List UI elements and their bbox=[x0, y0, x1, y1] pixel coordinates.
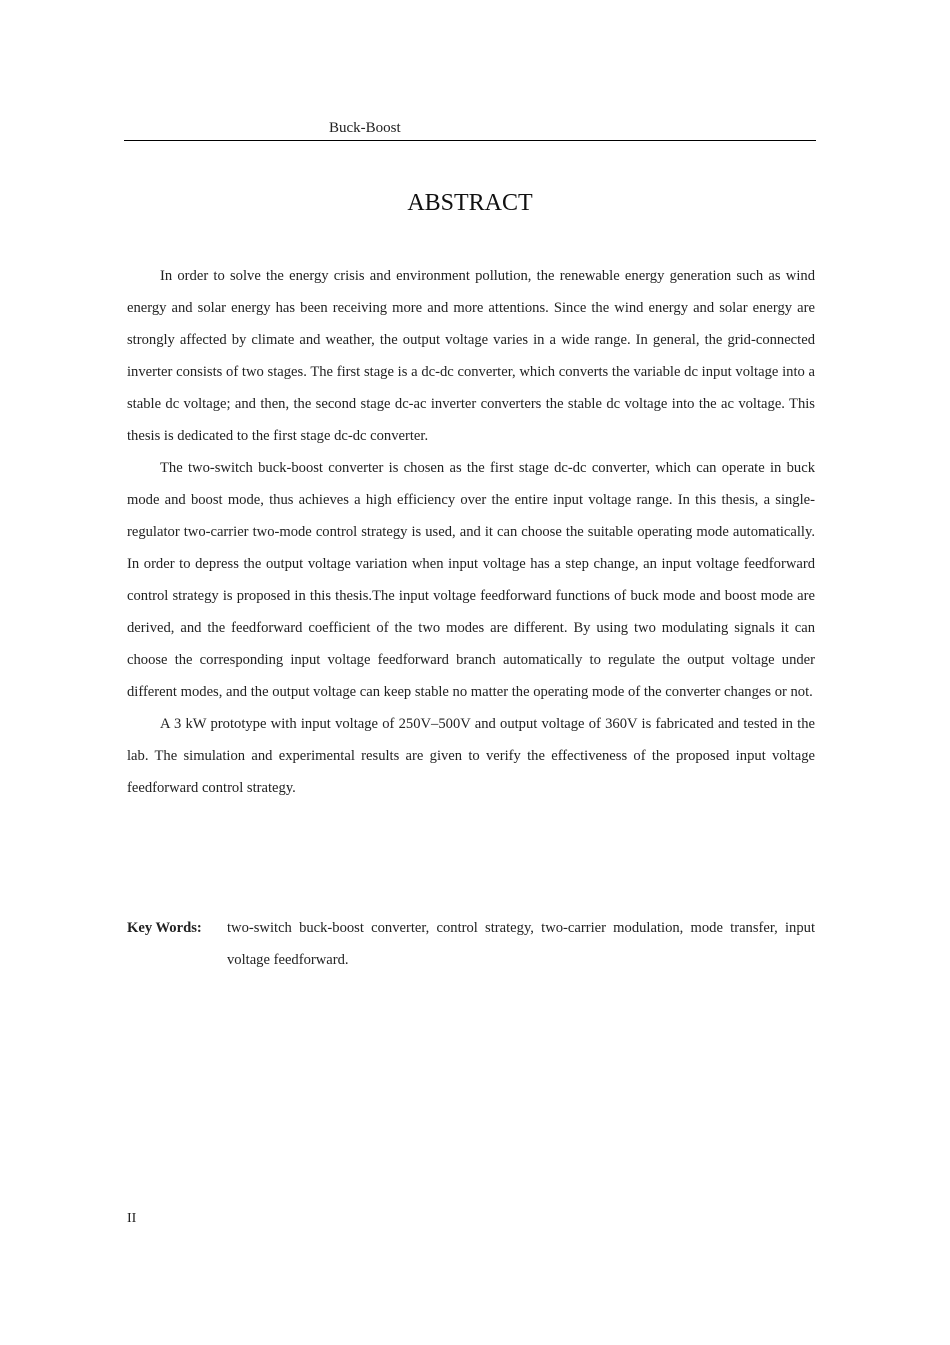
keywords-label: Key Words: bbox=[127, 920, 202, 936]
header-rule bbox=[124, 140, 816, 141]
running-header: Buck-Boost bbox=[329, 120, 401, 136]
abstract-paragraph-2: The two-switch buck-boost converter is chosen as the first stage dc-dc converter, which can operate in buck mode and boost mode, thus achieves a high efficiency over the entire input voltage range. In this thesis, a single-regulator two-carrier two-mode control strategy is used, and it can choose the suitable operating mode automatically. In order to depress the output voltage variation when input voltage has a step change, an input voltage feedforward control strategy is proposed in this thesis.The input voltage feedforward functions of buck mode and boost mode are derived, and the feedforward coefficient of the two modes are different. By using two modulating signals it can choose the corresponding input voltage feedforward branch automatically to regulate the output voltage under different modes, and the output voltage can keep stable no matter the operating mode of the converter changes or not. bbox=[127, 460, 815, 700]
abstract-body bbox=[127, 260, 815, 804]
keywords-block bbox=[127, 912, 815, 976]
abstract-title: ABSTRACT bbox=[407, 190, 533, 216]
abstract-paragraph-3: A 3 kW prototype with input voltage of 250V–500V and output voltage of 360V is fabricated and tested in the lab. The simulation and experimental results are given to verify the effectiveness of the proposed input voltage feedforward control strategy. bbox=[127, 716, 815, 796]
keywords-text: two-switch buck-boost converter, control strategy, two-carrier modulation, mode transfer, input voltage feedforward. bbox=[227, 920, 815, 968]
abstract-paragraph-1: In order to solve the energy crisis and environment pollution, the renewable energy generation such as wind energy and solar energy has been receiving more and more attentions. Since the wind energy and solar energy are strongly affected by climate and weather, the output voltage varies in a wide range. In general, the grid-connected inverter consists of two stages. The first stage is a dc-dc converter, which converts the variable dc input voltage into a stable dc voltage; and then, the second stage dc-ac inverter converters the stable dc voltage into the ac voltage. This thesis is dedicated to the first stage dc-dc converter. bbox=[127, 268, 815, 444]
page-number: II bbox=[127, 1211, 137, 1226]
